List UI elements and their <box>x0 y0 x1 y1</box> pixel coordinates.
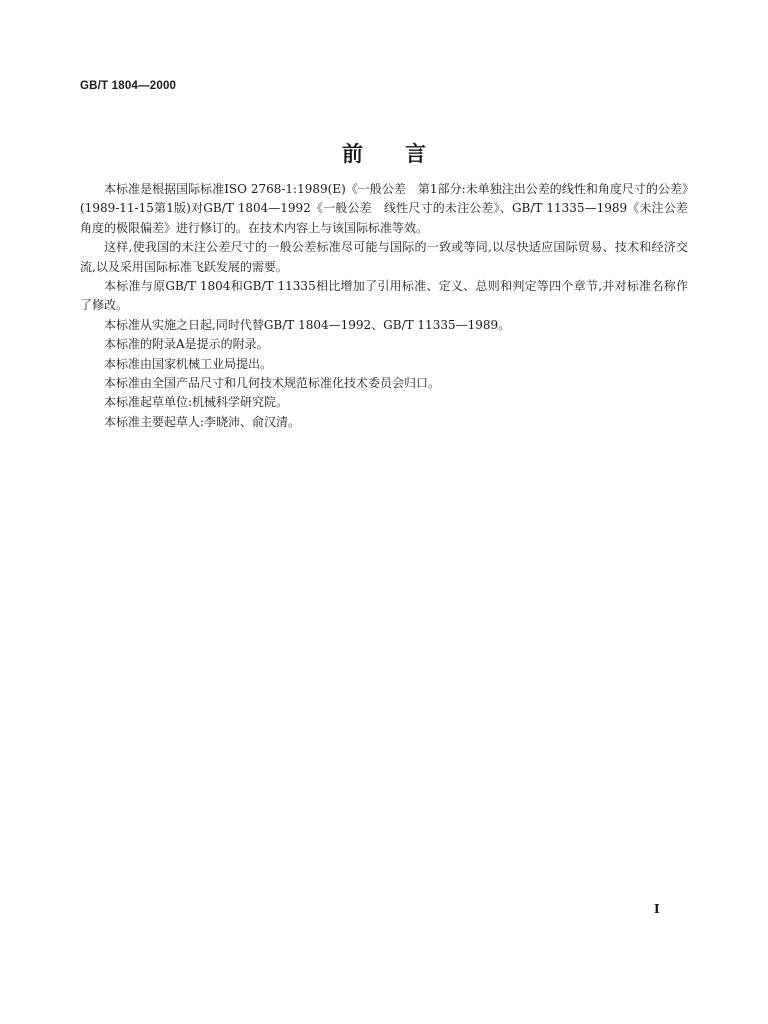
paragraph-3: 本标准与原GB/T 1804和GB/T 11335相比增加了引用标准、定义、总则和判定等四个章节,并对标准名称作了修改。 <box>80 279 688 313</box>
paragraph-4: 本标准从实施之日起,同时代替GB/T 1804—1992、GB/T 11335—1989。 <box>104 317 511 332</box>
paragraph-2: 这样,使我国的未注公差尺寸的一般公差标准尽可能与国际的一致或等同,以尽快适应国际贸易、技术和经济交流,以及采用国际标准飞跃发展的需要。 <box>80 240 688 274</box>
standard-code-header: GB/T 1804—2000 <box>80 80 177 92</box>
paragraph-5: 本标准的附录A是提示的附录。 <box>104 337 269 352</box>
paragraph-9: 本标准主要起草人:李晓沛、俞汉清。 <box>104 414 301 429</box>
paragraph-6: 本标准由国家机械工业局提出。 <box>104 356 273 371</box>
foreword-body <box>80 180 688 432</box>
page-number: I <box>654 902 660 916</box>
paragraph-7: 本标准由全国产品尺寸和几何技术规范标准化技术委员会归口。 <box>104 376 441 391</box>
paragraph-8: 本标准起草单位:机械科学研究院。 <box>104 395 289 410</box>
paragraph-1: 本标准是根据国际标准ISO 2768-1:1989(E)《一般公差 第1部分:未单独注出公差的线性和角度尺寸的公差》(1989-11-15第1版)对GB/T 1804—1992《一般公差 线性尺寸的未注公差》、GB/T 11335—1989《未注公差角度的极限偏差》进行修订的。在技术内容上与该国际标准等效。 <box>80 182 688 235</box>
page-title: 前言 <box>342 141 468 166</box>
